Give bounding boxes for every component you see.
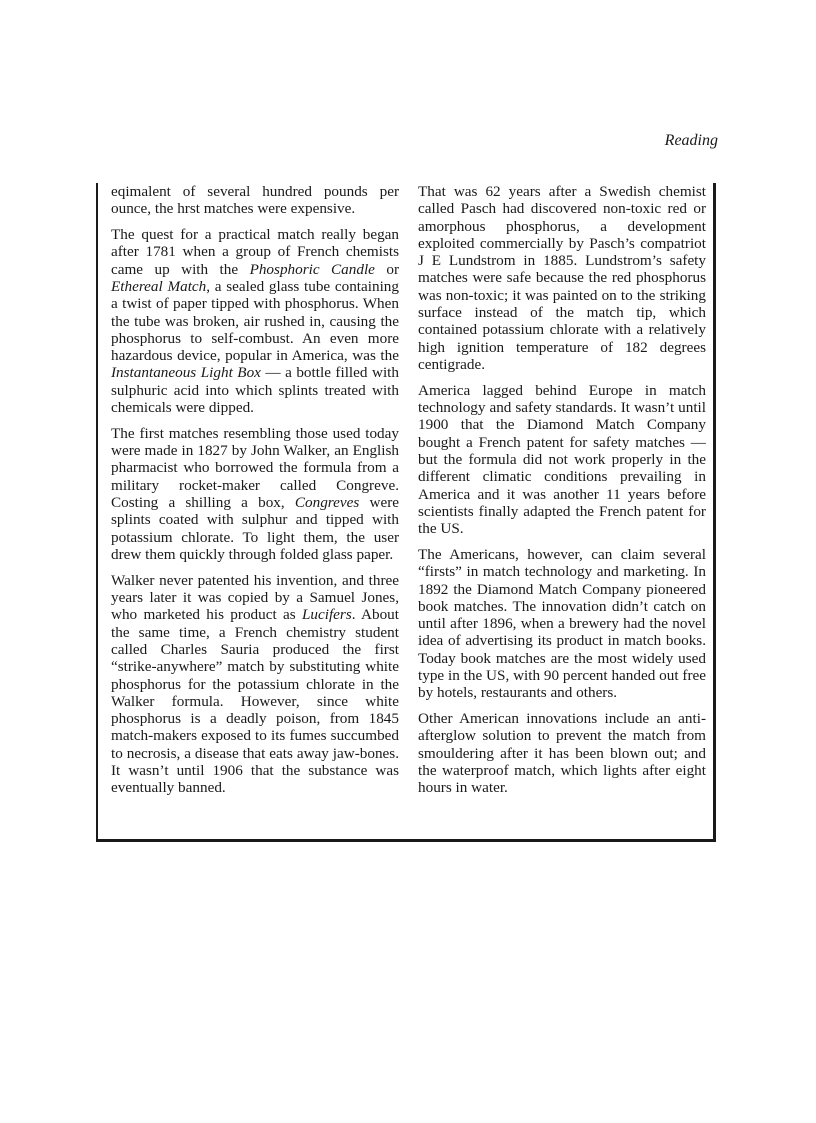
text-run: The first matches resembling those used today were made in 1827 by John Walker, an English pharmacist who borrowed the formula from a military rocket-maker called Congreve. Costing a shilling a box, (111, 424, 399, 512)
italic-text: Phosphoric Candle (249, 260, 375, 278)
text-run: . About the same time, a French chemistry student called Charles Sauria produced the first “strike-anywhere” match by substituting white phosphorus for the potassium chlorate in the Walker formula. However, since white phosphorus is a deadly poison, from 1845 match-makers exposed to its fumes succumbed to necrosis, a disease that eats away jaw-bones. It wasn’t until 1906 that the substance was eventually banned. (111, 606, 399, 797)
right-column (418, 183, 706, 805)
text-run: Other American innovations include an anti-afterglow solution to prevent the match from smouldering after it has been blown out; and the waterproof match, which lights after eight hours in water. (418, 710, 706, 797)
text-run: The Americans, however, can claim several “firsts” in match technology and marketing. In 1892 the Diamond Match Company pioneered book matches. The innovation didn’t catch on until after 1896, when a brewery had the novel idea of advertising its product in match books. Today book matches are the most widely used type in the US, with 90 percent handed out free by hotels, restaurants and others. (418, 545, 706, 702)
paragraph (111, 572, 399, 797)
text-run: Walker never patented his invention, and three years later it was copied by a Samuel Jones, who marketed his product as (111, 571, 399, 624)
paragraph (111, 425, 399, 563)
italic-text: Lucifers (301, 606, 352, 624)
text-run: were splints coated with sulphur and tipped with potassium chlorate. To light them, the user drew them quickly through folded glass paper. (111, 494, 400, 563)
text-run: That was 62 years after a Swedish chemist called Pasch had discovered non-toxic red or amorphous phosphorus, a development exploited commercially by Pasch’s compatriot J E Lundstrom in 1885. Lundstrom’s safety matches were safe because the red phosphorus was non-toxic; it was painted on to the striking surface instead of the match tip, which contained potassium chlorate with a relatively high ignition temperature of 182 degrees centigrade. (418, 183, 706, 373)
italic-text: Instantaneous Light Box (111, 364, 261, 382)
text-run: or (374, 260, 400, 278)
text-run: The quest for a practical match really began after 1781 when a group of French chemists came up with the (111, 226, 399, 278)
article-box (96, 183, 716, 842)
paragraph (418, 382, 706, 538)
italic-text: Ethereal Match (111, 277, 207, 295)
text-run: , a sealed glass tube containing a twist of paper tipped with phosphorus. When the tube was broken, air rushed in, causing the phosphorus to self-combust. An even more hazardous device, popular in America, was the (111, 277, 399, 365)
paragraph (418, 183, 706, 373)
running-header-reading: Reading (664, 132, 718, 149)
left-column (111, 183, 399, 805)
paragraph (111, 183, 399, 218)
text-run: America lagged behind Europe in match technology and safety standards. It wasn’t until 1900 that the Diamond Match Company bought a French patent for safety matches — but the formula did not work properly in the different climatic conditions prevailing in America and it was another 11 years before scientists finally adapted the French patent for the US. (418, 381, 706, 538)
text-run: eqimalent of several hundred pounds per ounce, the hrst matches were expensive. (111, 183, 399, 218)
italic-text: Congreves (294, 494, 360, 512)
paragraph (418, 546, 706, 702)
paragraph (111, 226, 399, 416)
text-run: — a bottle filled with sulphuric acid into which splints treated with chemicals were dipped. (111, 364, 399, 417)
paragraph (418, 710, 706, 796)
